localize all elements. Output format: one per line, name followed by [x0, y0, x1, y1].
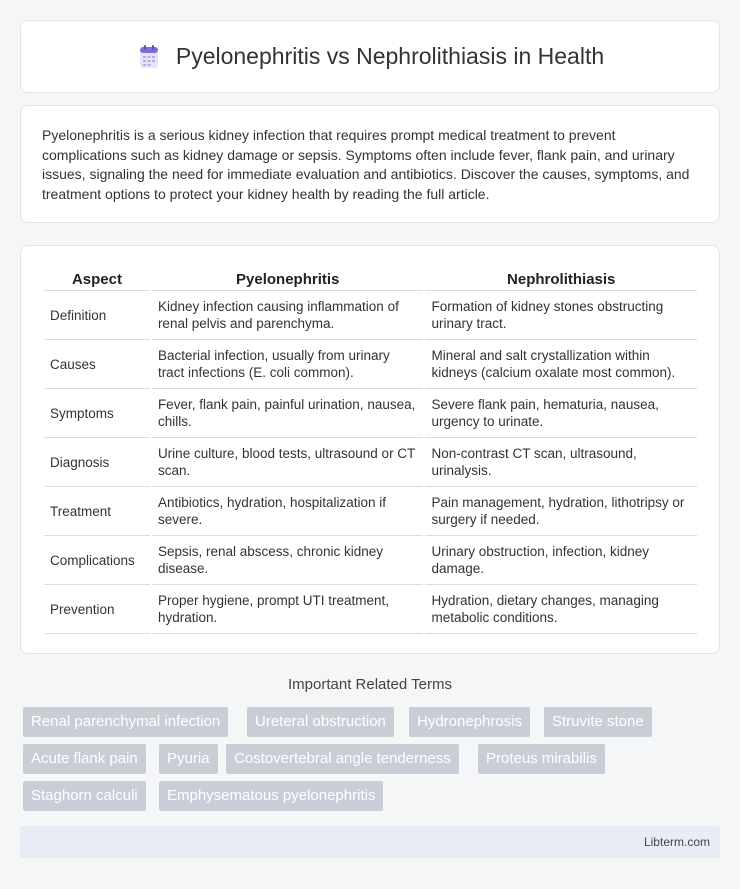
page-title: Pyelonephritis vs Nephrolithiasis in Health — [175, 43, 605, 69]
row-aspect: Treatment — [44, 487, 150, 536]
related-term-tag[interactable]: Emphysematous pyelonephritis — [159, 781, 383, 811]
related-term-tag[interactable]: Ureteral obstruction — [247, 707, 394, 737]
row-pyelonephritis: Proper hygiene, prompt UTI treatment, hydration. — [152, 585, 424, 634]
footer-site-link[interactable]: Libterm.com — [643, 835, 710, 849]
row-aspect: Complications — [44, 536, 150, 585]
row-pyelonephritis: Urine culture, blood tests, ultrasound or CT scan. — [152, 438, 424, 487]
table-row — [44, 487, 697, 536]
related-term-tag[interactable]: Proteus mirabilis — [478, 744, 605, 774]
intro-card — [20, 105, 720, 223]
row-nephrolithiasis: Severe flank pain, hematuria, nausea, urgency to urinate. — [425, 389, 697, 438]
related-terms-title: Important Related Terms — [288, 676, 452, 693]
title-card — [20, 20, 720, 93]
table-row — [44, 585, 697, 634]
related-term-tag[interactable]: Hydronephrosis — [409, 707, 530, 737]
comparison-table — [42, 268, 699, 634]
row-nephrolithiasis: Mineral and salt crystallization within kidneys (calcium oxalate most common). — [425, 340, 697, 389]
table-row — [44, 291, 697, 340]
row-nephrolithiasis: Hydration, dietary changes, managing metabolic conditions. — [425, 585, 697, 634]
row-nephrolithiasis: Formation of kidney stones obstructing urinary tract. — [425, 291, 697, 340]
row-aspect: Prevention — [44, 585, 150, 634]
table-header-row — [44, 268, 697, 291]
table-row — [44, 389, 697, 438]
related-term-tag[interactable]: Pyuria — [159, 744, 218, 774]
table-row — [44, 536, 697, 585]
footer — [20, 826, 720, 858]
row-aspect: Diagnosis — [44, 438, 150, 487]
row-nephrolithiasis: Non-contrast CT scan, ultrasound, urinalysis. — [425, 438, 697, 487]
row-pyelonephritis: Fever, flank pain, painful urination, nausea, chills. — [152, 389, 424, 438]
related-term-tag[interactable]: Renal parenchymal infection — [23, 707, 228, 737]
related-term-tag[interactable]: Struvite stone — [544, 707, 652, 737]
header-nephrolithiasis: Nephrolithiasis — [425, 268, 697, 291]
row-aspect: Symptoms — [44, 389, 150, 438]
document-icon — [136, 44, 162, 70]
related-term-tag[interactable]: Costovertebral angle tenderness — [226, 744, 459, 774]
table-row — [44, 340, 697, 389]
table-row — [44, 438, 697, 487]
row-pyelonephritis: Antibiotics, hydration, hospitalization if severe. — [152, 487, 424, 536]
row-pyelonephritis: Sepsis, renal abscess, chronic kidney disease. — [152, 536, 424, 585]
related-term-tag[interactable]: Staghorn calculi — [23, 781, 146, 811]
row-pyelonephritis: Kidney infection causing inflammation of renal pelvis and parenchyma. — [152, 291, 424, 340]
related-term-tag[interactable]: Acute flank pain — [23, 744, 146, 774]
header-aspect: Aspect — [44, 268, 150, 291]
comparison-table-card — [20, 245, 720, 654]
row-nephrolithiasis: Pain management, hydration, lithotripsy or surgery if needed. — [425, 487, 697, 536]
row-aspect: Definition — [44, 291, 150, 340]
row-nephrolithiasis: Urinary obstruction, infection, kidney damage. — [425, 536, 697, 585]
intro-text: Pyelonephritis is a serious kidney infection that requires prompt medical treatment to prevent complications such as kidney damage or sepsis. Symptoms often include fever, flank pain, and urinary issues, signaling the need for immediate evaluation and antibiotics. Discover the causes, symptoms, and treatment options to protect your kidney health by reading the full article. — [42, 127, 690, 202]
row-pyelonephritis: Bacterial infection, usually from urinary tract infections (E. coli common). — [152, 340, 424, 389]
header-pyelonephritis: Pyelonephritis — [152, 268, 424, 291]
row-aspect: Causes — [44, 340, 150, 389]
